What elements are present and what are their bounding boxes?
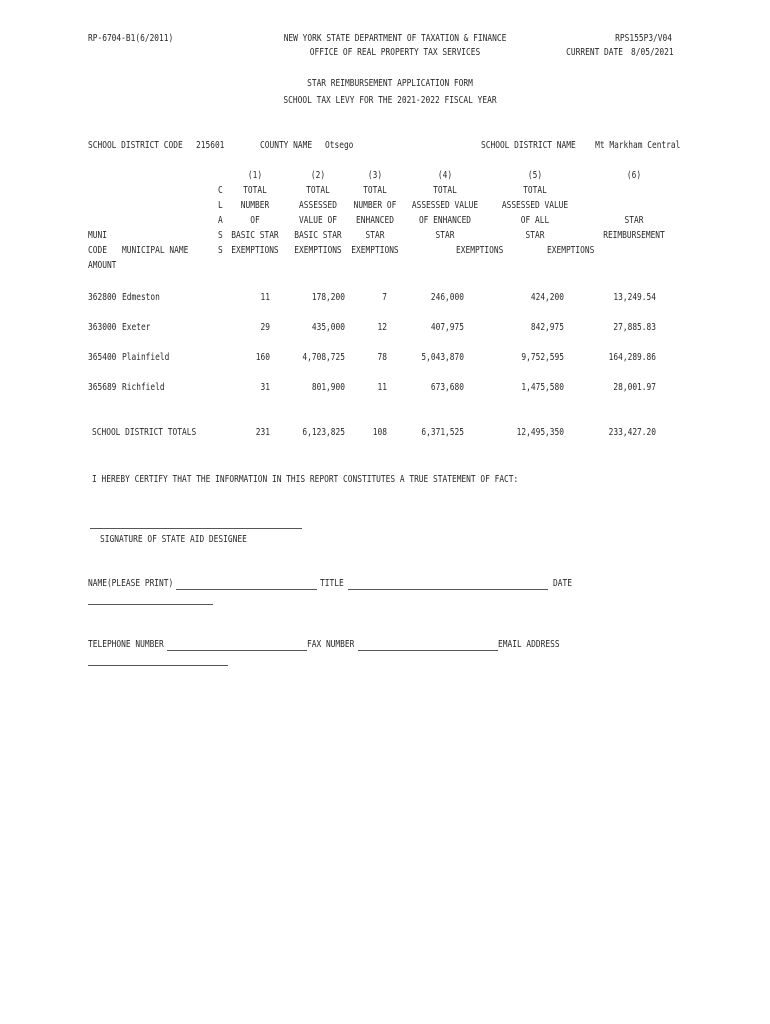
district-code-label: SCHOOL DISTRICT CODE — [88, 140, 183, 151]
col1-header: NUMBER — [240, 200, 270, 211]
row-name: Edmeston — [122, 292, 160, 303]
date-label: DATE — [553, 578, 572, 589]
class-letter: S — [218, 245, 223, 256]
row-code: 363000 — [88, 322, 117, 333]
row-c1: 11 — [260, 292, 270, 303]
class-letter: S — [218, 230, 223, 241]
row-c3: 78 — [377, 352, 387, 363]
telephone-label: TELEPHONE NUMBER — [88, 639, 164, 650]
row-c2: 178,200 — [311, 292, 345, 303]
name-field[interactable] — [176, 589, 317, 590]
amount-label: AMOUNT — [88, 260, 117, 271]
dept-line2: OFFICE OF REAL PROPERTY TAX SERVICES — [309, 47, 481, 58]
col2-header: BASIC STAR — [294, 230, 342, 241]
row-c4: 5,043,870 — [421, 352, 464, 363]
fax-label: FAX NUMBER — [307, 639, 355, 650]
dept-line1: NEW YORK STATE DEPARTMENT OF TAXATION & FINANCE — [283, 33, 507, 44]
col1-header: TOTAL — [243, 185, 267, 196]
row-c6: 27,885.83 — [613, 322, 656, 333]
report-code: RPS155P3/V04 — [615, 33, 672, 44]
col3-header: ENHANCED — [356, 215, 394, 226]
col4-header: ASSESSED VALUE — [411, 200, 479, 211]
row-c2: 435,000 — [311, 322, 345, 333]
name-label: NAME(PLEASE PRINT) — [88, 578, 174, 589]
col1-header: BASIC STAR — [231, 230, 279, 241]
row-c6: 164,289.86 — [608, 352, 656, 363]
col3-header: NUMBER OF — [353, 200, 397, 211]
totals-label: SCHOOL DISTRICT TOTALS — [92, 427, 197, 438]
col6-header: REIMBURSEMENT — [603, 230, 665, 241]
email-field[interactable] — [88, 665, 228, 666]
row-c4: 407,975 — [430, 322, 464, 333]
current-date-label: CURRENT DATE — [566, 47, 623, 58]
col4-header: TOTAL — [433, 185, 457, 196]
district-name: Mt Markham Central — [595, 140, 681, 151]
row-c2: 801,900 — [311, 382, 345, 393]
row-c5: 1,475,580 — [521, 382, 564, 393]
col5-header: (5) — [527, 170, 543, 181]
district-name-label: SCHOOL DISTRICT NAME — [481, 140, 576, 151]
fax-field[interactable] — [358, 650, 498, 651]
totals-c6: 233,427.20 — [608, 427, 656, 438]
totals-c3: 108 — [372, 427, 387, 438]
row-name: Richfield — [122, 382, 165, 393]
row-c1: 31 — [260, 382, 270, 393]
col1-header: (1) — [247, 170, 263, 181]
col5-header: EXEMPTIONS — [547, 245, 595, 256]
col2-header: ASSESSED — [299, 200, 337, 211]
row-c1: 160 — [255, 352, 270, 363]
col5-header: ASSESSED VALUE — [501, 200, 569, 211]
telephone-field[interactable] — [167, 650, 307, 651]
form-subtitle: SCHOOL TAX LEVY FOR THE 2021-2022 FISCAL YEAR — [283, 95, 497, 106]
signature-line[interactable] — [90, 528, 302, 529]
row-c1: 29 — [260, 322, 270, 333]
col4-header: EXEMPTIONS — [456, 245, 504, 256]
col1-header: EXEMPTIONS — [231, 245, 279, 256]
row-c3: 7 — [382, 292, 387, 303]
totals-c4: 6,371,525 — [421, 427, 464, 438]
title-label: TITLE — [320, 578, 344, 589]
row-c2: 4,708,725 — [302, 352, 345, 363]
county-label: COUNTY NAME — [260, 140, 313, 151]
col3-header: STAR — [365, 230, 385, 241]
row-c5: 9,752,595 — [521, 352, 564, 363]
col2-header: (2) — [310, 170, 326, 181]
totals-c5: 12,495,350 — [516, 427, 564, 438]
row-c6: 13,249.54 — [613, 292, 656, 303]
row-c5: 424,200 — [530, 292, 564, 303]
row-name: Plainfield — [122, 352, 170, 363]
row-c3: 11 — [377, 382, 387, 393]
row-c5: 842,975 — [530, 322, 564, 333]
col6-header: (6) — [626, 170, 642, 181]
class-letter: C — [218, 185, 223, 196]
class-letter: L — [218, 200, 223, 211]
col3-header: TOTAL — [363, 185, 387, 196]
row-c4: 246,000 — [430, 292, 464, 303]
date-field[interactable] — [88, 604, 213, 605]
row-code: 365689 — [88, 382, 117, 393]
col2-header: TOTAL — [306, 185, 330, 196]
county-name: Otsego — [325, 140, 354, 151]
title-field[interactable] — [348, 589, 548, 590]
col5-header: TOTAL — [523, 185, 547, 196]
row-c6: 28,001.97 — [613, 382, 656, 393]
col3-header: (3) — [367, 170, 383, 181]
signature-label: SIGNATURE OF STATE AID DESIGNEE — [100, 534, 247, 545]
code-label: CODE — [88, 245, 107, 256]
totals-c2: 6,123,825 — [302, 427, 345, 438]
totals-c1: 231 — [255, 427, 270, 438]
row-c3: 12 — [377, 322, 387, 333]
row-name: Exeter — [122, 322, 151, 333]
form-id: RP-6704-B1(6/2011) — [88, 33, 174, 44]
certify-text: I HEREBY CERTIFY THAT THE INFORMATION IN THIS REPORT CONSTITUTES A TRUE STATEMENT OF FACT: — [92, 474, 519, 485]
form-title: STAR REIMBURSEMENT APPLICATION FORM — [307, 78, 473, 89]
col5-header: OF ALL — [520, 215, 550, 226]
muni-label: MUNI — [88, 230, 107, 241]
col4-header: (4) — [437, 170, 453, 181]
district-code: 215601 — [196, 140, 225, 151]
municipal-name-label: MUNICIPAL NAME — [122, 245, 189, 256]
col2-header: EXEMPTIONS — [294, 245, 342, 256]
col6-header: STAR — [624, 215, 644, 226]
col4-header: OF ENHANCED — [418, 215, 472, 226]
col2-header: VALUE OF — [299, 215, 337, 226]
class-letter: A — [218, 215, 223, 226]
col5-header: STAR — [525, 230, 545, 241]
row-code: 365400 — [88, 352, 117, 363]
col4-header: STAR — [435, 230, 455, 241]
current-date: 8/05/2021 — [631, 47, 674, 58]
col1-header: OF — [250, 215, 260, 226]
row-code: 362800 — [88, 292, 117, 303]
col3-header: EXEMPTIONS — [351, 245, 399, 256]
email-label: EMAIL ADDRESS — [498, 639, 560, 650]
row-c4: 673,680 — [430, 382, 464, 393]
